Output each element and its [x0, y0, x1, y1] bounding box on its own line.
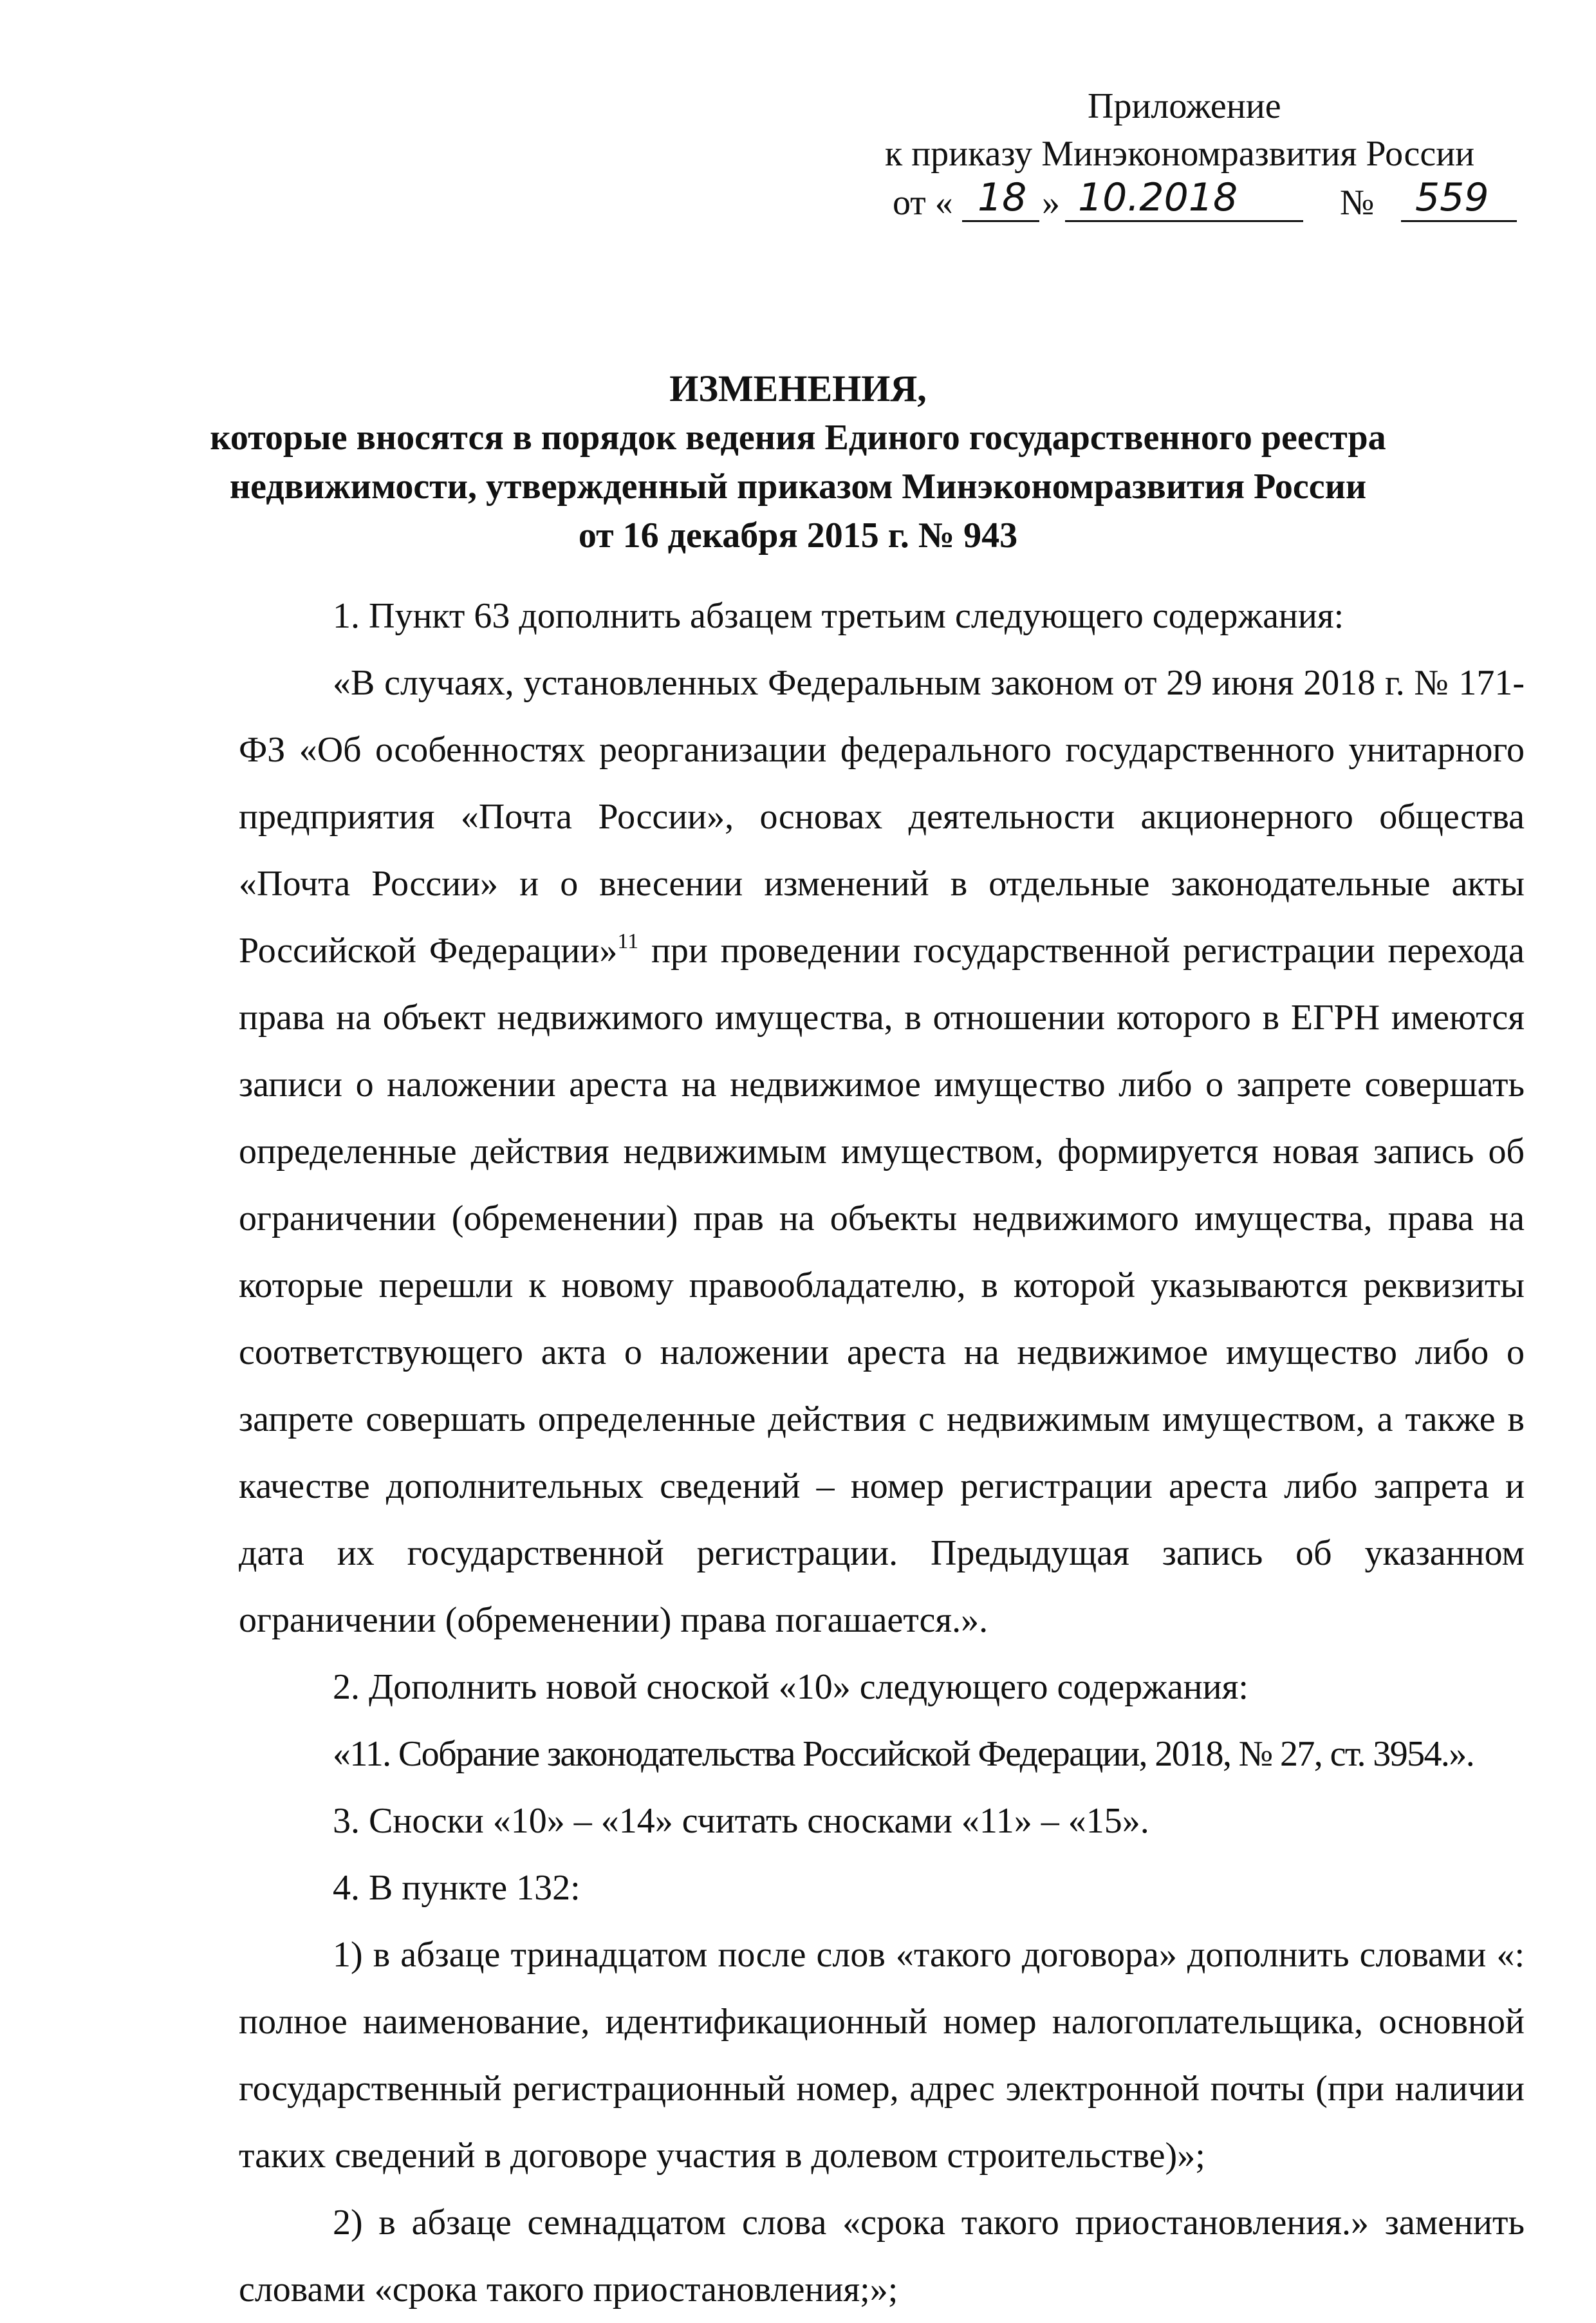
title-line-4: от 16 декабря 2015 г. № 943 [578, 516, 1018, 555]
paragraph-1: 1. Пункт 63 дополнить абзацем третьим следующего содержания: [333, 596, 1344, 636]
paragraph-5: 3. Сноски «10» – «14» считать сносками «11» – «15». [333, 1801, 1149, 1841]
number-label: № [1340, 183, 1375, 223]
paragraph-3: 2. Дополнить новой сноской «10» следующего содержания: [333, 1667, 1248, 1707]
title-heading: ИЗМЕНЕНИЯ, [669, 368, 927, 409]
paragraph-6: 4. В пункте 132: [333, 1868, 580, 1908]
order-month-year-handwritten: 10.2018 [1078, 175, 1238, 220]
order-date-number-line [893, 175, 1536, 230]
close-quote: » [1042, 183, 1060, 223]
appendix-order-reference: к приказу Минэкономразвития России [885, 134, 1475, 174]
paragraph-2 [239, 649, 1525, 1654]
from-label: от « [893, 183, 953, 223]
appendix-title: Приложение [1088, 86, 1281, 126]
paragraph-7: 1) в абзаце тринадцатом после слов «такого договора» дополнить словами «: полное наименование, идентификационный номер налогоплательщика, основной государственный регистрационный номер, адрес электронной почты (при наличии таких сведений в договоре участия в долевом строительстве)»; [239, 1935, 1525, 2176]
paragraph-4: «11. Собрание законодательства Российской Федерации, 2018, № 27, ст. 3954.». [333, 1734, 1474, 1774]
paragraph-2-text-a: «В случаях, установленных Федеральным законом от 29 июня 2018 г. № 171-ФЗ «Об особенностях реорганизации федерального государственного унитарного предприятия «Почта России», основах деятельности акционерного общества «Почта России» и о внесении изменений в отдельные законодательные акты Российской Федерации» [239, 663, 1525, 971]
order-day-handwritten: 18 [978, 175, 1027, 220]
paragraph-2-text-b: при проведении государственной регистрации перехода права на объект недвижимого имущества, в отношении которого в ЕГРН имеются записи о наложении ареста на недвижимое имущество либо о запрете совершать определенные действия недвижимым имуществом, формируется новая запись об ограничении (обременении) прав на объекты недвижимого имущества, права на которые перешли к новому правообладателю, в которой указываются реквизиты соответствующего акта о наложении ареста на недвижимое имущество либо о запрете совершать определенные действия с недвижимым имуществом, а также в качестве дополнительных сведений – номер регистрации ареста либо запрета и дата их государственной регистрации. Предыдущая запись об указанном ограничении (обременении) права погашается.». [239, 931, 1525, 1640]
footnote-marker: 11 [617, 929, 639, 953]
order-number-handwritten: 559 [1415, 175, 1489, 220]
document-title [0, 364, 1596, 560]
document-body [239, 583, 1525, 2323]
paragraph-8: 2) в абзаце семнадцатом слова «срока такого приостановления.» заменить словами «срока такого приостановления;»; [239, 2203, 1525, 2309]
title-line-2: которые вносятся в порядок ведения Единого государственного реестра [210, 418, 1386, 458]
title-line-3: недвижимости, утвержденный приказом Минэкономразвития России [229, 467, 1367, 507]
